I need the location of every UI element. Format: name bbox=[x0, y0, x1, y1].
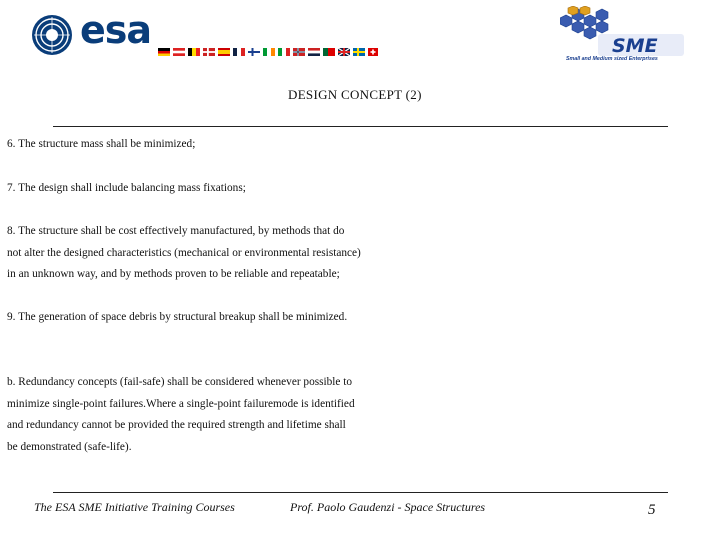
footer-author: Prof. Paolo Gaudenzi - Space Structures bbox=[290, 500, 486, 514]
requirement-line: and redundancy cannot be provided the required strength and lifetime shall bbox=[7, 419, 346, 432]
requirement-line: 8. The structure shall be cost effectively manufactured, by methods that do bbox=[7, 225, 345, 237]
footer-course-title: The ESA SME Initiative Training Courses bbox=[34, 500, 235, 514]
requirement-line: b. Redundancy concepts (fail-safe) shall be considered whenever possible to bbox=[7, 376, 353, 388]
requirement-line: 6. The structure mass shall be minimized; bbox=[7, 138, 196, 150]
requirement-item-9 bbox=[7, 307, 437, 329]
sme-logo-text: SME bbox=[612, 35, 658, 57]
requirement-line: 9. The generation of space debris by structural breakup shall be minimized. bbox=[7, 311, 348, 323]
esa-logo-text: esa bbox=[80, 8, 152, 52]
requirement-line: be demonstrated (safe-life). bbox=[7, 441, 132, 454]
page-number: 5 bbox=[648, 502, 656, 518]
footer-divider bbox=[53, 492, 668, 493]
title-divider bbox=[53, 126, 668, 127]
requirement-line: in an unknown way, and by methods proven to be reliable and repeatable; bbox=[7, 268, 340, 281]
member-flags-icon bbox=[158, 46, 388, 58]
requirement-item-b bbox=[7, 372, 437, 459]
requirement-line: not alter the designed characteristics (mechanical or environmental resistance) bbox=[7, 246, 361, 259]
slide-title: DESIGN CONCEPT (2) bbox=[288, 87, 422, 102]
sme-tagline: Small and Medium sized Enterprises bbox=[566, 56, 658, 62]
requirement-item-7 bbox=[7, 178, 437, 200]
requirement-line: minimize single-point failures.Where a single-point failuremode is identified bbox=[7, 397, 355, 410]
requirement-line: 7. The design shall include balancing mass fixations; bbox=[7, 182, 246, 194]
requirement-item-6 bbox=[7, 134, 437, 156]
requirement-item-8 bbox=[7, 221, 437, 286]
